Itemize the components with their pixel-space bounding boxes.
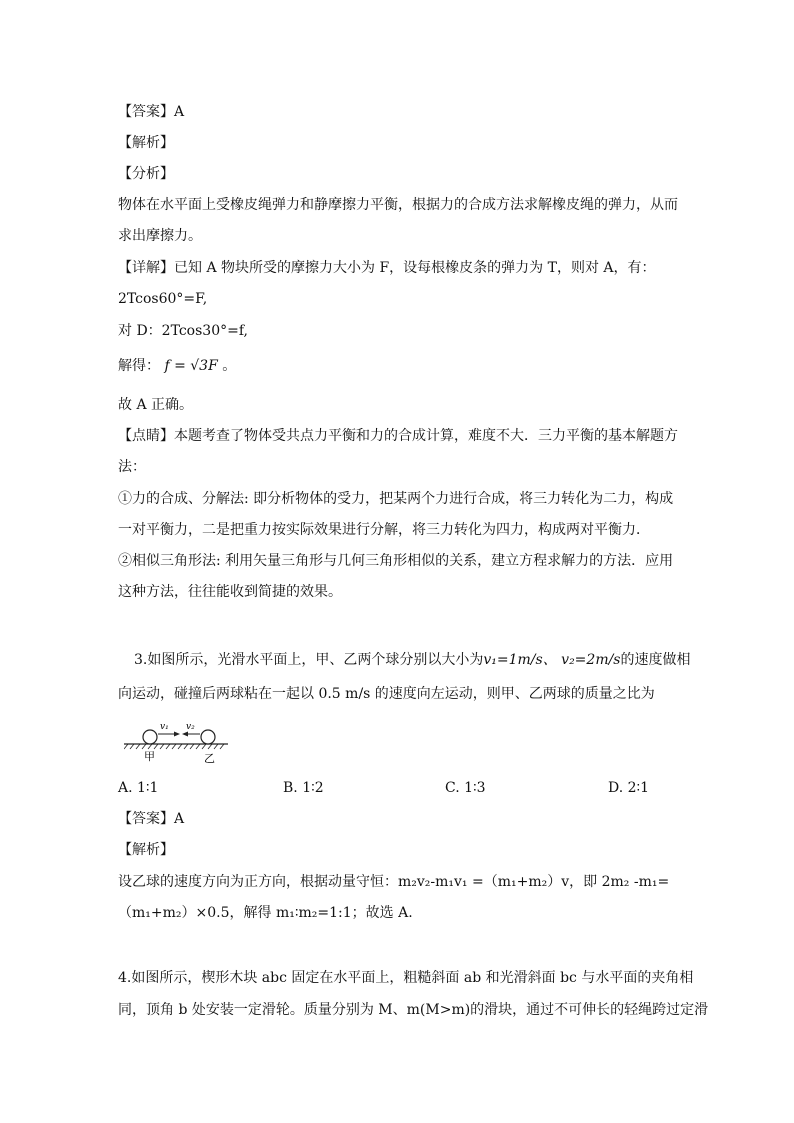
q2-method-1-line-1: ①力的合成、分解法: 即分析物体的受力，把某两个力进行合成，将三力转化为二力，构成: [118, 491, 674, 507]
q3-v2: v₂=2m/s: [561, 652, 621, 668]
q2-detail-line-1: 【详解】已知 A 物块所受的摩擦力大小为 F，设每根橡皮条的弹力为 T，则对 A，有：: [118, 260, 656, 276]
q2-dianjing-line-2: 法：: [118, 459, 146, 475]
q3-analysis-line-1: 设乙球的速度方向为正方向，根据动量守恒：m₂v₂-m₁v₁ =（m₁+m₂）v，即 2m₂ -m₁=: [118, 874, 670, 890]
label-v1: v₁: [160, 722, 169, 732]
q4-stem-line-1: 4.如图所示，楔形木块 abc 固定在水平面上，粗糙斜面 ab 和光滑斜面 bc 与水平面的夹角相: [118, 970, 694, 986]
label-yi: 乙: [204, 752, 215, 765]
ball-yi: [201, 730, 215, 744]
label-v2: v₂: [186, 722, 195, 732]
q3-analysis-line-2: （m₁+m₂）×0.5，解得 m₁∶m₂=1:1；故选 A.: [118, 905, 413, 921]
q3-answer: 【答案】A: [118, 811, 185, 827]
q3-option-a: A. 1∶1: [118, 780, 159, 796]
q3-option-d: D. 2∶1: [608, 780, 650, 796]
q3-option-c: C. 1∶3: [445, 780, 486, 796]
q2-result-formula: f = √3F: [164, 358, 218, 374]
ball-jia: [143, 730, 157, 744]
q2-detail-line-4-suffix: 。: [222, 358, 237, 374]
q2-analysis-heading: 【解析】: [118, 135, 174, 151]
q3-collision-figure: [124, 720, 234, 766]
q2-method-2-line-1: ②相似三角形法: 利用矢量三角形与几何三角形相似的关系，建立方程求解力的方法．应用: [118, 553, 674, 569]
q4-stem-line-2: 同，顶角 b 处安装一定滑轮。质量分别为 M、m(M>m)的滑块，通过不可伸长的轻绳跨过定滑: [118, 1002, 709, 1018]
arrow-v2-head: [182, 732, 188, 737]
q2-detail-line-4: [118, 356, 236, 376]
q2-dianjing-line-1: 【点睛】本题考查了物体受共点力平衡和力的合成计算，难度不大．三力平衡的基本解题方: [118, 428, 678, 444]
q3-stem-line-1: [134, 650, 691, 670]
q2-answer: 【答案】A: [118, 104, 185, 120]
q3-v1: v₁=1m/s、: [483, 652, 557, 668]
arrow-v1-head: [174, 732, 180, 737]
q2-detail-line-2: 2Tcos60°=F,: [118, 291, 208, 307]
q2-detail-line-3: 对 D：2Tcos30°=f,: [118, 323, 248, 339]
q3-analysis-heading: 【解析】: [118, 842, 174, 858]
q3-stem-part-b: 的速度做相: [620, 652, 691, 668]
q2-method-1-line-2: 一对平衡力，二是把重力按实际效果进行分解，将三力转化为四力，构成两对平衡力．: [118, 522, 650, 538]
q2-method-2-line-2: 这种方法，往往能收到简捷的效果。: [118, 584, 342, 600]
q3-option-b: B. 1∶2: [283, 780, 324, 796]
q2-detail-line-4-prefix: 解得：: [118, 358, 160, 374]
q2-fenxi-line-2: 求出摩擦力。: [118, 228, 202, 244]
ground-hatching: [124, 744, 224, 749]
label-jia: 甲: [144, 750, 155, 763]
q2-fenxi-heading: 【分析】: [118, 166, 174, 182]
q2-fenxi-line-1: 物体在水平面上受橡皮绳弹力和静摩擦力平衡，根据力的合成方法求解橡皮绳的弹力，从而: [118, 197, 678, 213]
q3-stem-line-2: 向运动，碰撞后两球粘在一起以 0.5 m/s 的速度向左运动，则甲、乙两球的质量之比为: [118, 686, 655, 702]
q3-stem-part-a: 3.如图所示，光滑水平面上，甲、乙两个球分别以大小为: [134, 652, 484, 668]
q2-detail-line-5: 故 A 正确。: [118, 397, 194, 413]
